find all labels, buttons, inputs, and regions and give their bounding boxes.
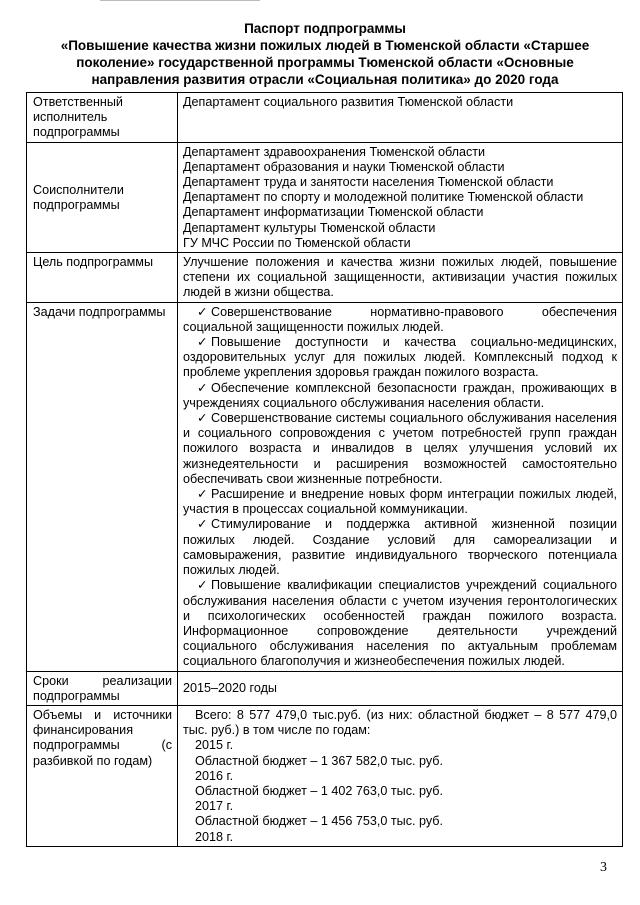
- checkmark-icon: ✓: [197, 578, 208, 593]
- checkmark-icon: ✓: [197, 380, 208, 395]
- finance-amount: Областной бюджет – 1 456 753,0 тыс. руб.: [195, 814, 444, 829]
- task-item: ✓ Совершенствование системы социального обслуживания населения и социального сопровождения с учетом потребностей групп граждан пожилого возраста и инвалидов в целях улучшения условий их жизнедеятельности и расширения возможностей самостоятельно обеспечивать свои жизненные потребности.: [183, 411, 617, 486]
- coexecutor-item: Департамент по спорту и молодежной политике Тюменской области: [183, 190, 584, 205]
- row-tasks: [27, 302, 623, 671]
- terms-label: Сроки реализации подпрограммы: [27, 671, 178, 705]
- finance-label: Объемы и источники финансирования подпрограммы (с разбивкой по годам): [27, 705, 178, 846]
- responsible-value: Департамент социального развития Тюменской области: [178, 93, 623, 143]
- document-title: [30, 20, 620, 88]
- finance-year: 2017 г.: [195, 799, 234, 814]
- task-item: ✓ Повышение квалификации специалистов учреждений социального обслуживания населения области с учетом изучения геронтологических и психологических особенностей граждан пожилого возраста. Информационное сопровождение деятельности учреждений социального обслуживания населения по актуальным проблемам социального благополучия и жизнеобеспечения пожилых людей.: [183, 578, 617, 669]
- terms-value: 2015–2020 годы: [178, 671, 623, 705]
- task-item: ✓ Совершенствование нормативно-правового обеспечения социальной защищенности пожилых людей.: [183, 304, 617, 334]
- coexecutor-item: Департамент информатизации Тюменской области: [183, 205, 484, 220]
- tasks-list: [178, 302, 623, 671]
- passport-table: [26, 92, 623, 847]
- row-coexecutors: [27, 142, 623, 252]
- finance-total: Всего: 8 577 479,0 тыс.руб. (из них: областной бюджет – 8 577 479,0 тыс. руб.) в том числе по годам:: [183, 707, 617, 738]
- coexecutor-item: ГУ МЧС России по Тюменской области: [183, 235, 411, 250]
- task-item: ✓ Расширение и внедрение новых форм интеграции пожилых людей, участия в процессах социальной коммуникации.: [183, 487, 617, 517]
- goal-value: Улучшение положения и качества жизни пожилых людей, повышение степени их социальной защищенности, активизации участия пожилых людей в жизни общества.: [178, 253, 623, 303]
- checkmark-icon: ✓: [197, 335, 208, 350]
- task-item: ✓ Обеспечение комплексной безопасности граждан, проживающих в учреждениях социального обслуживания населения области.: [183, 380, 617, 410]
- finance-details: [178, 705, 623, 846]
- checkmark-icon: ✓: [197, 411, 208, 426]
- finance-amount: Областной бюджет – 1 367 582,0 тыс. руб.: [195, 753, 444, 768]
- coexecutors-label: Соисполнители подпрограммы: [27, 142, 178, 252]
- finance-year: 2018 г.: [195, 829, 234, 844]
- checkmark-icon: ✓: [197, 517, 208, 532]
- coexecutor-item: Департамент образования и науки Тюменской области: [183, 159, 505, 174]
- title-line-1: Паспорт подпрограммы: [244, 21, 406, 36]
- scan-artifact-line: [100, 0, 260, 1]
- row-responsible: [27, 93, 623, 143]
- page-number: 3: [600, 860, 607, 875]
- task-item: ✓ Повышение доступности и качества социально-медицинских, оздоровительных услуг для пожилых людей. Комплексный подход к проблеме укрепления здоровья граждан пожилого возраста.: [183, 335, 617, 380]
- title-line-3: поколение» государственной программы Тюменской области «Основные: [76, 55, 574, 70]
- goal-label: Цель подпрограммы: [27, 253, 178, 303]
- row-finance: [27, 705, 623, 846]
- row-goal: [27, 253, 623, 303]
- finance-year: 2015 г.: [195, 738, 234, 753]
- checkmark-icon: ✓: [197, 487, 208, 502]
- coexecutor-item: Департамент культуры Тюменской области: [183, 220, 436, 235]
- title-line-4: направления развития отрасли «Социальная политика» до 2020 года: [91, 72, 559, 87]
- responsible-label: Ответственный исполнитель подпрограммы: [27, 93, 178, 143]
- finance-amount: Областной бюджет – 1 402 763,0 тыс. руб.: [195, 783, 444, 798]
- checkmark-icon: ✓: [197, 304, 208, 319]
- tasks-label: Задачи подпрограммы: [27, 302, 178, 671]
- finance-year: 2016 г.: [195, 768, 234, 783]
- coexecutor-item: Департамент труда и занятости населения Тюменской области: [183, 175, 554, 190]
- row-terms: [27, 671, 623, 705]
- coexecutors-list: [178, 142, 623, 252]
- coexecutor-item: Департамент здравоохранения Тюменской области: [183, 144, 486, 159]
- title-line-2: «Повышение качества жизни пожилых людей в Тюменской области «Старшее: [60, 38, 590, 53]
- task-item: ✓ Стимулирование и поддержка активной жизненной позиции пожилых людей. Создание условий для самореализации и самовыражения, развитие индивидуального творческого потенциала пожилых людей.: [183, 517, 617, 578]
